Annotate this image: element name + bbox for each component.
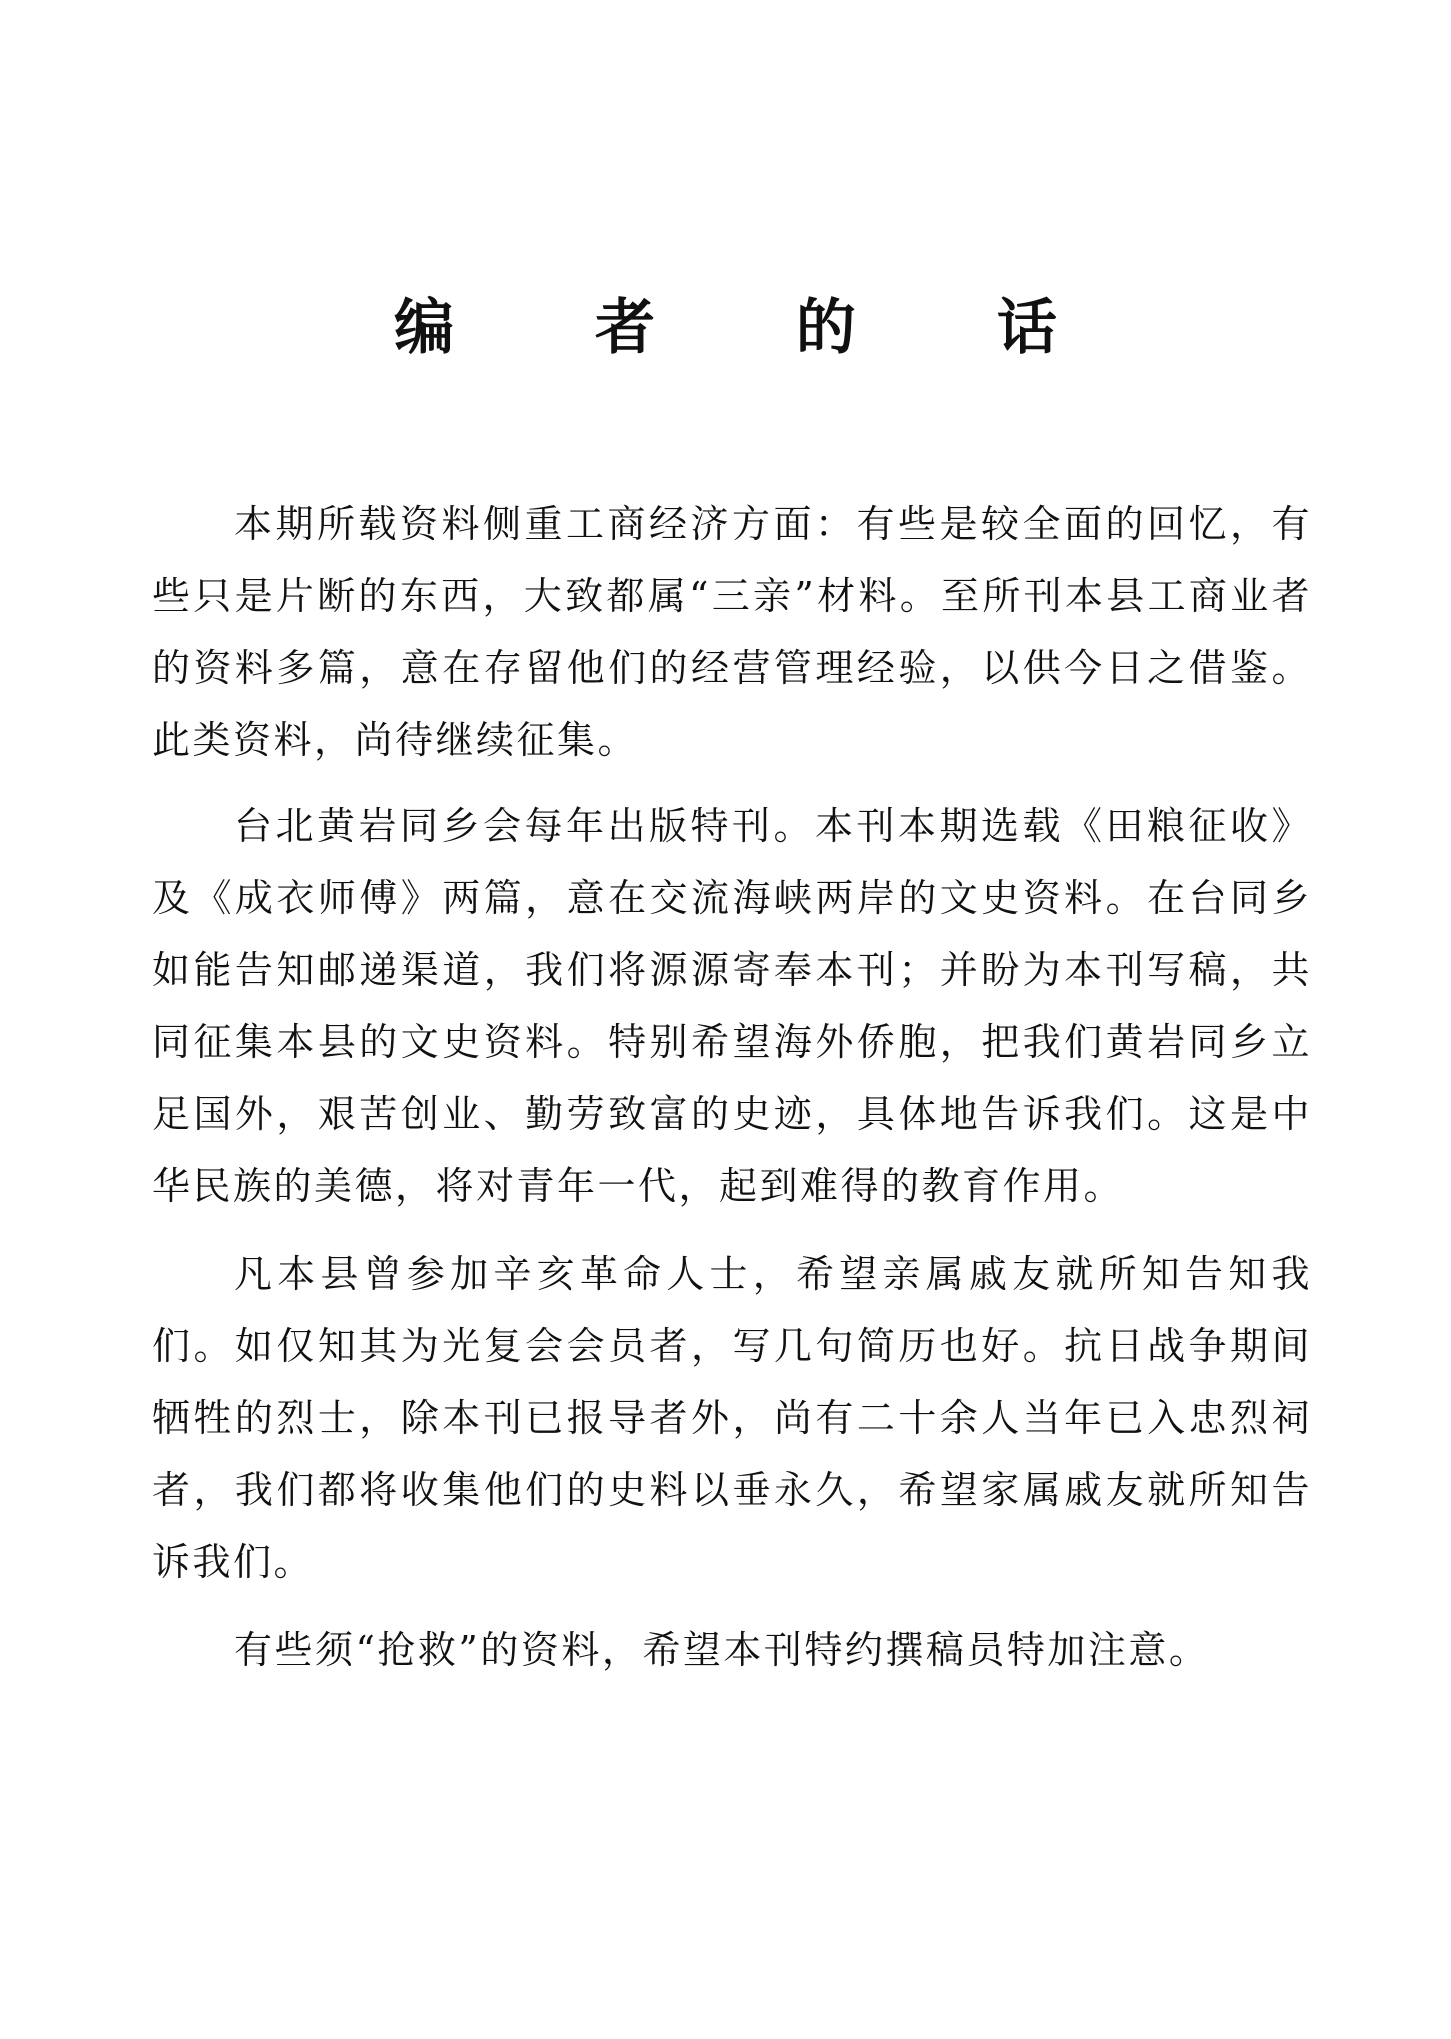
paragraph-1: 本期所载资料侧重工商经济方面：有些是较全面的回忆，有些只是片断的东西，大致都属“三亲”材料。至所刊本县工商业者的资料多篇，意在存留他们的经营管理经验，以供今日之借鉴。此类资料，尚待继续征集。 bbox=[152, 502, 1312, 762]
paragraph-4: 有些须“抢救”的资料，希望本刊特约撰稿员特加注意。 bbox=[234, 1628, 1210, 1672]
paragraph-3: 凡本县曾参加辛亥革命人士，希望亲属戚友就所知告知我们。如仅知其为光复会会员者，写几句简历也好。抗日战争期间牺牲的烈士，除本刊已报导者外，尚有二十余人当年已入忠烈祠者，我们都将收集他们的史料以垂永久，希望家属戚友就所知告诉我们。 bbox=[152, 1252, 1312, 1584]
paragraph-2: 台北黄岩同乡会每年出版特刊。本刊本期选载《田粮征收》及《成衣师傅》两篇，意在交流海峡两岸的文史资料。在台同乡如能告知邮递渠道，我们将源源寄奉本刊；并盼为本刊写稿，共同征集本县的文史资料。特别希望海外侨胞，把我们黄岩同乡立足国外，艰苦创业、勤劳致富的史迹，具体地告诉我们。这是中华民族的美德，将对青年一代，起到难得的教育作用。 bbox=[152, 804, 1312, 1208]
page-title: 编 者 的 话 bbox=[394, 293, 1117, 363]
document-body bbox=[152, 488, 1312, 1700]
